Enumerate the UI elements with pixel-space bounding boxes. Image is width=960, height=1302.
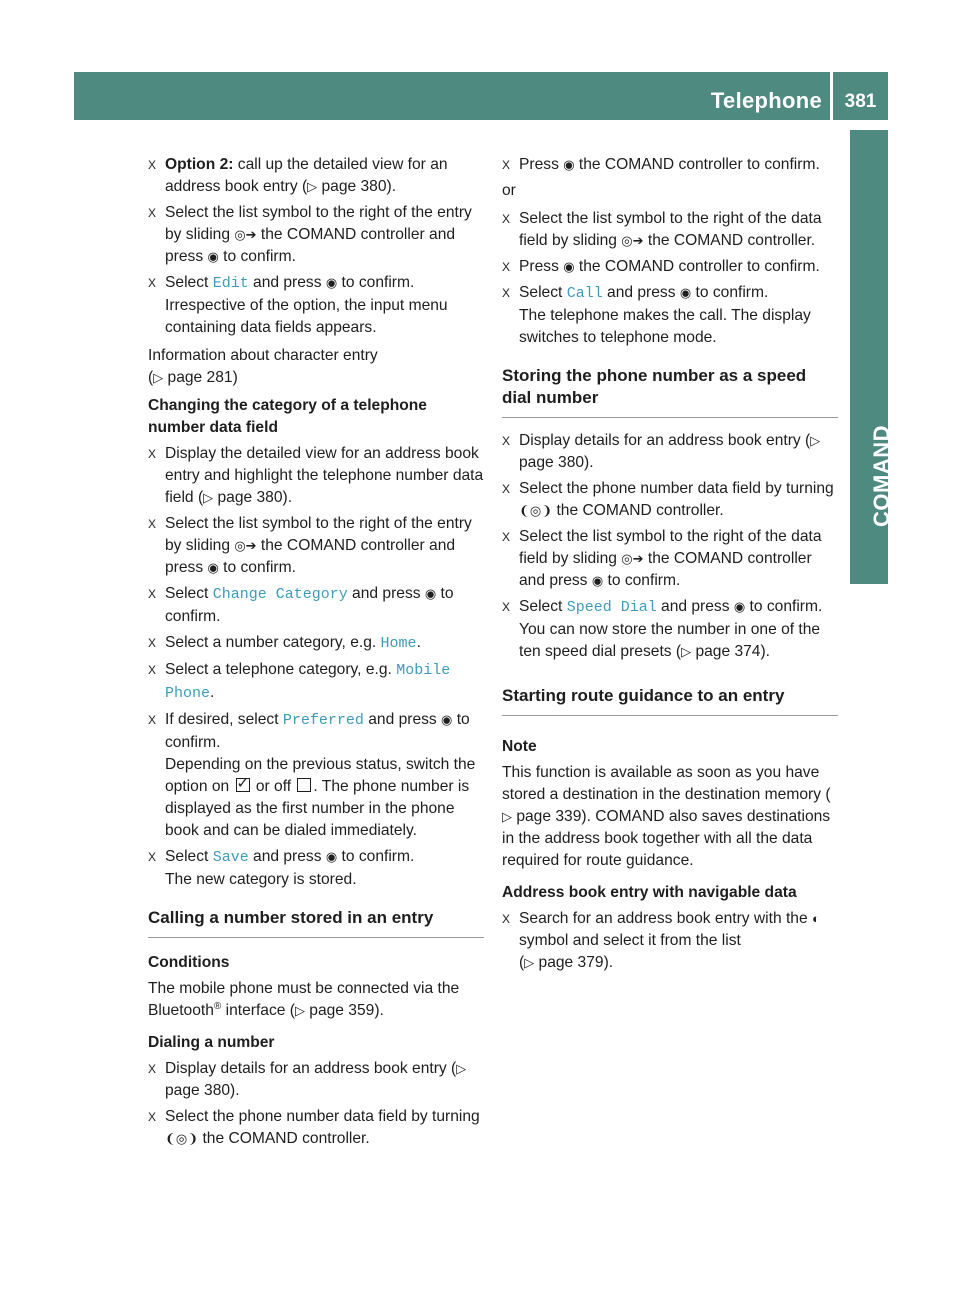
right-column xyxy=(502,154,838,978)
step-arrow-icon: X xyxy=(148,1110,157,1124)
heading-calling-number: Calling a number stored in an entry xyxy=(148,907,484,938)
info-character-entry: Information about character entry (▷ page 281) xyxy=(148,345,484,389)
page-ref-icon: ▷ xyxy=(307,179,318,194)
menu-item-save: Save xyxy=(212,849,249,866)
press-controller-icon: ◉ xyxy=(591,573,604,588)
step-select-change-category: X Select Change Category and press ◉ to confirm. xyxy=(148,585,454,625)
step-arrow-icon: X xyxy=(148,276,157,290)
page-ref-icon: ▷ xyxy=(502,809,512,824)
slide-right-icon: ◎➔ xyxy=(621,233,644,248)
step-select-save: X Select Save and press ◉ to confirm. The new category is stored. xyxy=(148,848,415,888)
press-controller-icon: ◉ xyxy=(207,249,219,264)
press-controller-icon: ◉ xyxy=(563,259,575,274)
step-display-detailed-view: X Display the detailed view for an address book entry and highlight the telephone number data field (▷ page 380). xyxy=(148,443,484,509)
navigation-icon: ◐ xyxy=(811,911,820,926)
step-select-phone-field: X Select the phone number data field by turning ❨◎❩ the COMAND controller. xyxy=(148,1106,484,1150)
left-column xyxy=(148,154,484,1154)
step-arrow-icon: X xyxy=(148,663,157,677)
conditions-text: The mobile phone must be connected via the Bluetooth® interface (▷ page 359). xyxy=(148,978,484,1022)
page-ref-icon: ▷ xyxy=(456,1061,467,1076)
step-select-call: X Select Call and press ◉ to confirm. The telephone makes the call. The display switches to telephone mode. xyxy=(502,284,811,346)
side-tab-label: COMAND xyxy=(869,425,894,527)
page-ref-icon: ▷ xyxy=(681,644,692,659)
note-text: This function is available as soon as you have stored a destination in the destination memory (▷ page 339). COMAND also saves destinations in the address book together with all the data required for route guidance. xyxy=(502,764,831,869)
step-arrow-icon: X xyxy=(148,587,157,601)
step-arrow-icon: X xyxy=(502,482,511,496)
slide-right-icon: ◎➔ xyxy=(621,551,644,566)
menu-item-mobile-phone: Mobile Phone xyxy=(165,662,451,702)
page-ref-icon: ▷ xyxy=(524,955,535,970)
step-select-list-symbol-speed: X Select the list symbol to the right of the data field by sliding ◎➔ the COMAND controller and press ◉ to confirm. xyxy=(502,526,838,592)
step-display-details: X Display details for an address book entry (▷ page 380). xyxy=(148,1060,467,1099)
page-title: Telephone xyxy=(710,88,822,113)
step-arrow-icon: X xyxy=(502,600,511,614)
checkbox-checked-icon xyxy=(236,778,250,792)
page-ref-icon: ▷ xyxy=(153,370,164,385)
step-select-preferred: X If desired, select Preferred and press ◉ to confirm. Depending on the previous status, switch the option on ✓ or off . The phone number is displayed as the first number in the phone book and can be dialed immediately. xyxy=(148,709,484,842)
step-arrow-icon: X xyxy=(502,158,511,172)
checkbox-unchecked-icon xyxy=(297,778,311,792)
step-select-list-symbol-right: X Select the list symbol to the right of the data field by sliding ◎➔ the COMAND controller. xyxy=(502,208,838,252)
step-select-speed-dial: X Select Speed Dial and press ◉ to confirm. You can now store the number in one of the ten speed dial presets (▷ page 374). xyxy=(502,596,838,663)
step-arrow-icon: X xyxy=(148,158,157,172)
menu-item-home: Home xyxy=(380,635,417,652)
press-controller-icon: ◉ xyxy=(207,560,219,575)
press-controller-icon: ◉ xyxy=(679,285,692,300)
step-select-telephone-category: X Select a telephone category, e.g. Mobile Phone. xyxy=(148,661,451,702)
press-controller-icon: ◉ xyxy=(325,275,338,290)
press-controller-icon: ◉ xyxy=(424,586,437,601)
press-controller-icon: ◉ xyxy=(563,157,575,172)
step-search-entry: X Search for an address book entry with the ◐ symbol and select it from the list (▷ page 379). xyxy=(502,908,838,974)
menu-item-speed-dial: Speed Dial xyxy=(566,599,657,616)
step-arrow-icon: X xyxy=(148,850,157,864)
step-arrow-icon: X xyxy=(502,212,511,226)
press-controller-icon: ◉ xyxy=(441,712,453,727)
step-option-2: X Option 2: call up the detailed view for an address book entry (▷ page 380). xyxy=(148,154,484,198)
menu-item-edit: Edit xyxy=(212,275,249,292)
slide-right-icon: ◎➔ xyxy=(234,538,257,553)
step-display-details-right: X Display details for an address book entry (▷ page 380). xyxy=(502,432,821,471)
heading-speed-dial: Storing the phone number as a speed dial number xyxy=(502,365,838,418)
slide-right-icon: ◎➔ xyxy=(234,227,257,242)
menu-item-change-category: Change Category xyxy=(212,586,348,603)
page-number: 381 xyxy=(844,91,877,112)
page-ref-icon: ▷ xyxy=(203,490,214,505)
page-ref-icon: ▷ xyxy=(810,433,821,448)
turn-controller-icon: ❨◎❩ xyxy=(519,503,553,518)
step-arrow-icon: X xyxy=(502,434,511,448)
menu-item-call: Call xyxy=(566,285,603,302)
menu-item-preferred: Preferred xyxy=(282,712,364,729)
step-arrow-icon: X xyxy=(502,912,511,926)
step-select-number-category: X Select a number category, e.g. Home. xyxy=(148,634,421,652)
press-controller-icon: ◉ xyxy=(325,849,338,864)
press-controller-icon: ◉ xyxy=(733,599,746,614)
or-separator: or xyxy=(502,182,516,199)
note-title: Note xyxy=(502,738,537,755)
step-arrow-icon: X xyxy=(148,517,157,531)
subheading-change-category: Changing the category of a telephone number data field xyxy=(148,397,427,436)
turn-controller-icon: ❨◎❩ xyxy=(165,1131,199,1146)
subheading-navigable-data: Address book entry with navigable data xyxy=(502,884,797,901)
step-arrow-icon: X xyxy=(502,286,511,300)
step-arrow-icon: X xyxy=(148,206,157,220)
step-arrow-icon: X xyxy=(148,1062,157,1076)
step-press-confirm: X Press ◉ the COMAND controller to confirm. xyxy=(502,154,838,176)
step-arrow-icon: X xyxy=(148,447,157,461)
step-press-confirm-2: X Press ◉ the COMAND controller to confirm. xyxy=(502,256,838,278)
subheading-dialing-number: Dialing a number xyxy=(148,1034,275,1051)
step-select-list-symbol: X Select the list symbol to the right of the entry by sliding ◎➔ the COMAND controller and press ◉ to confirm. xyxy=(148,202,484,268)
step-arrow-icon: X xyxy=(502,260,511,274)
step-arrow-icon: X xyxy=(148,636,157,650)
step-select-phone-field-right: X Select the phone number data field by turning ❨◎❩ the COMAND controller. xyxy=(502,478,838,522)
conditions-title: Conditions xyxy=(148,954,230,971)
heading-route-guidance: Starting route guidance to an entry xyxy=(502,685,838,716)
step-arrow-icon: X xyxy=(148,713,157,727)
page-ref-icon: ▷ xyxy=(294,1003,305,1018)
step-select-list-symbol-2: X Select the list symbol to the right of the entry by sliding ◎➔ the COMAND controller and press ◉ to confirm. xyxy=(148,513,484,579)
step-arrow-icon: X xyxy=(502,530,511,544)
step-select-edit: X Select Edit and press ◉ to confirm. Irrespective of the option, the input menu containing data fields appears. xyxy=(148,274,448,336)
